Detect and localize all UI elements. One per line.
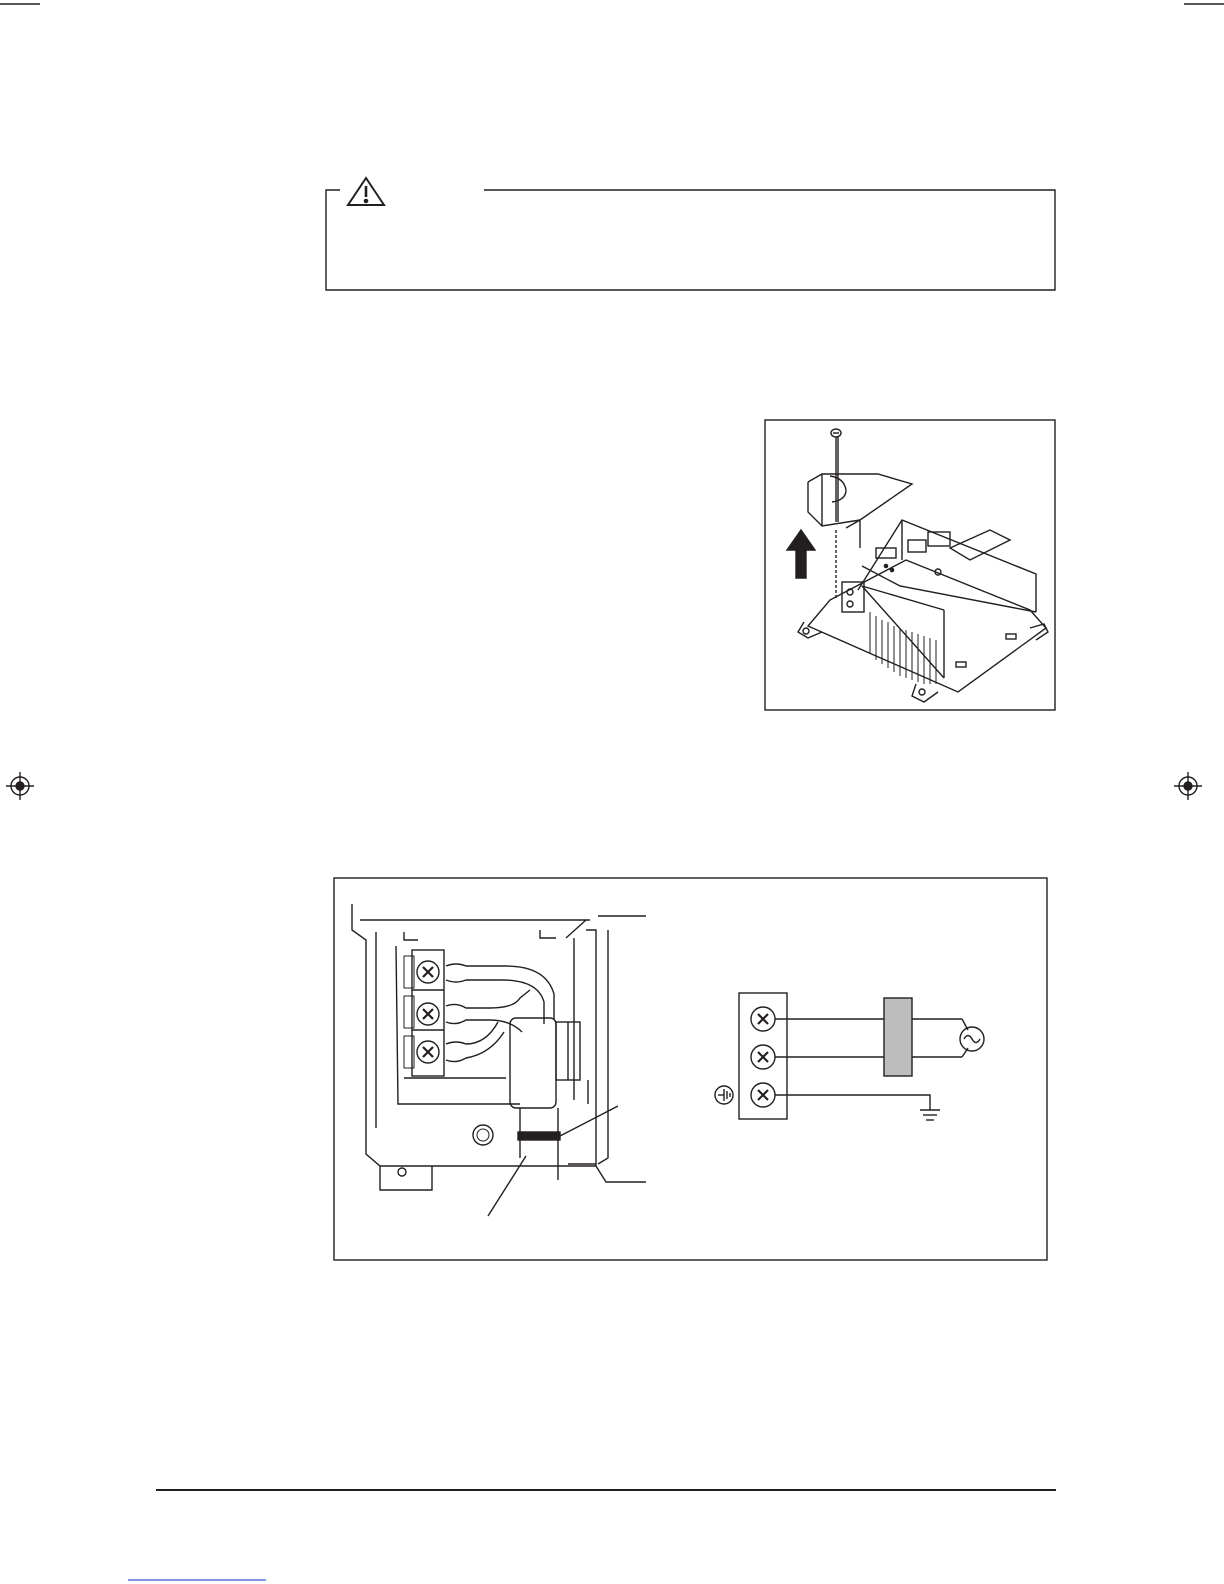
ground-symbol-icon xyxy=(920,1110,940,1120)
cable-tie-icon xyxy=(518,1106,618,1140)
screw-icon xyxy=(831,429,841,600)
figure-wiring xyxy=(334,878,1047,1260)
cover-plate xyxy=(808,474,912,548)
schematic-wires xyxy=(775,1019,962,1110)
protective-earth-icon xyxy=(715,1086,733,1104)
ac-source-icon xyxy=(960,1019,984,1057)
caution-box xyxy=(326,178,1055,290)
terminal-block-icon xyxy=(404,950,444,1076)
noise-filter-icon xyxy=(884,998,912,1076)
warning-triangle-icon xyxy=(348,178,384,205)
up-arrow-icon xyxy=(787,530,815,578)
figure-cover-removal xyxy=(765,420,1055,710)
terminal-housing xyxy=(352,904,646,1190)
schematic-terminal-block xyxy=(739,993,787,1119)
registration-mark-right-icon xyxy=(1174,772,1202,800)
registration-mark-left-icon xyxy=(6,772,34,800)
cable-bundle xyxy=(446,964,588,1180)
